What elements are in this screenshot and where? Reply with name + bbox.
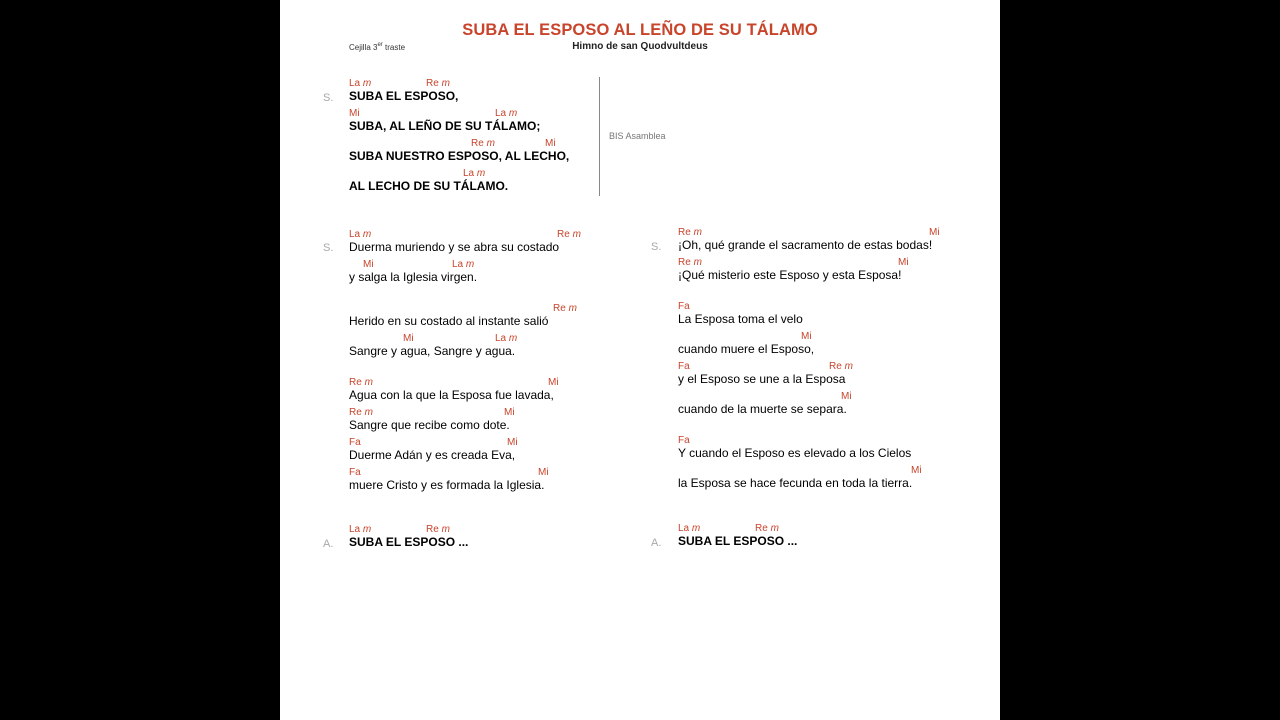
lyric-line: Herido en su costado al instante salió bbox=[349, 314, 549, 328]
chord-root: La bbox=[349, 78, 361, 89]
chord-root: Mi bbox=[929, 227, 940, 238]
chord-minor: m bbox=[486, 138, 495, 149]
chord-root: La bbox=[349, 229, 361, 240]
ending-left-marker: A. bbox=[323, 538, 334, 550]
chord-label bbox=[363, 259, 374, 270]
lyric-line: SUBA EL ESPOSO ... bbox=[349, 535, 469, 549]
chord-label bbox=[829, 361, 853, 372]
chord-minor: m bbox=[572, 229, 581, 240]
chord-label bbox=[678, 257, 702, 268]
chord-label bbox=[801, 331, 812, 342]
chord-minor: m bbox=[362, 78, 372, 89]
chord-label bbox=[557, 229, 581, 240]
chord-minor: m bbox=[362, 524, 372, 535]
chord-root: Mi bbox=[841, 391, 852, 402]
lyric-line: ¡Oh, qué grande el sacramento de estas bodas! bbox=[678, 238, 933, 252]
chord-label bbox=[911, 465, 922, 476]
lyric-line: ¡Qué misterio este Esposo y esta Esposa! bbox=[678, 268, 902, 282]
chord-root: Re bbox=[755, 523, 768, 534]
chord-label bbox=[755, 523, 779, 534]
chord-minor: m bbox=[364, 377, 373, 388]
chord-root: Mi bbox=[911, 465, 922, 476]
chord-root: La bbox=[349, 524, 361, 535]
chord-minor: m bbox=[508, 333, 518, 344]
chord-label bbox=[495, 108, 517, 119]
chord-label bbox=[898, 257, 909, 268]
chord-root: Mi bbox=[545, 138, 556, 149]
chord-label bbox=[538, 467, 549, 478]
chord-label bbox=[471, 138, 495, 149]
song-subtitle: Himno de san Quodvultdeus bbox=[572, 41, 708, 52]
lyric-line: y salga la Iglesia virgen. bbox=[349, 270, 478, 284]
chord-root: La bbox=[678, 523, 690, 534]
chord-root: Re bbox=[557, 229, 570, 240]
capo-prefix: Cejilla 3 bbox=[349, 43, 378, 52]
lyric-line: SUBA EL ESPOSO ... bbox=[678, 534, 798, 548]
chord-root: Re bbox=[678, 257, 691, 268]
chord-label bbox=[349, 407, 373, 418]
lyric-line: SUBA NUESTRO ESPOSO, AL LECHO, bbox=[349, 149, 570, 163]
chord-root: Fa bbox=[349, 467, 361, 478]
lyric-line: cuando muere el Esposo, bbox=[678, 342, 815, 356]
chord-label bbox=[553, 303, 577, 314]
chord-root: La bbox=[495, 108, 507, 119]
chord-label bbox=[452, 259, 474, 270]
capo-suffix: traste bbox=[382, 43, 406, 52]
chord-label bbox=[349, 229, 371, 240]
chord-label bbox=[548, 377, 559, 388]
chord-root: Mi bbox=[801, 331, 812, 342]
chord-minor: m bbox=[476, 168, 486, 179]
chord-root: Mi bbox=[507, 437, 518, 448]
chord-minor: m bbox=[441, 524, 450, 535]
chord-root: Mi bbox=[504, 407, 515, 418]
lyric-line: cuando de la muerte se separa. bbox=[678, 402, 847, 416]
chord-root: La bbox=[495, 333, 507, 344]
chord-label bbox=[507, 437, 518, 448]
song-sheet bbox=[280, 0, 1000, 720]
chord-root: Mi bbox=[548, 377, 559, 388]
lyric-line: AL LECHO DE SU TÁLAMO. bbox=[349, 179, 509, 193]
chord-label bbox=[841, 391, 852, 402]
chord-minor: m bbox=[568, 303, 577, 314]
lyric-line: muere Cristo y es formada la Iglesia. bbox=[349, 478, 545, 492]
capo-note bbox=[349, 42, 405, 52]
chord-minor: m bbox=[693, 227, 702, 238]
stanza-left-marker: S. bbox=[323, 242, 334, 254]
lyric-line: y el Esposo se une a la Esposa bbox=[678, 372, 846, 386]
chord-label bbox=[495, 333, 517, 344]
chord-root: La bbox=[463, 168, 475, 179]
chord-label bbox=[349, 524, 371, 535]
chord-label bbox=[678, 361, 690, 372]
chord-root: Mi bbox=[363, 259, 374, 270]
repeat-divider bbox=[599, 77, 600, 196]
chord-minor: m bbox=[362, 229, 372, 240]
chord-root: Re bbox=[471, 138, 484, 149]
chord-label bbox=[678, 435, 690, 446]
lyric-line: Duerme Adán y es creada Eva, bbox=[349, 448, 516, 462]
chord-label bbox=[929, 227, 940, 238]
refrain-marker: S. bbox=[323, 92, 334, 104]
chord-minor: m bbox=[844, 361, 853, 372]
chord-minor: m bbox=[441, 78, 450, 89]
chord-root: La bbox=[452, 259, 464, 270]
lyric-line: SUBA EL ESPOSO, bbox=[349, 89, 459, 103]
chord-minor: m bbox=[691, 523, 701, 534]
lyric-line: SUBA, AL LEÑO DE SU TÁLAMO; bbox=[349, 119, 541, 133]
repeat-note: BIS Asamblea bbox=[609, 131, 666, 141]
chord-root: Re bbox=[553, 303, 566, 314]
chord-label bbox=[349, 108, 360, 119]
chord-root: Fa bbox=[678, 301, 690, 312]
chord-label bbox=[349, 467, 361, 478]
chord-minor: m bbox=[508, 108, 518, 119]
chord-minor: m bbox=[693, 257, 702, 268]
chord-root: Mi bbox=[898, 257, 909, 268]
chord-minor: m bbox=[770, 523, 779, 534]
chord-label bbox=[426, 524, 450, 535]
chord-label bbox=[678, 227, 702, 238]
chord-minor: m bbox=[364, 407, 373, 418]
chord-label bbox=[678, 301, 690, 312]
chord-label bbox=[678, 523, 700, 534]
chord-label bbox=[349, 78, 371, 89]
lyric-line: Y cuando el Esposo es elevado a los Cielos bbox=[678, 446, 912, 460]
chord-label bbox=[426, 78, 450, 89]
lyric-line: Sangre que recibe como dote. bbox=[349, 418, 510, 432]
lyric-line: La Esposa toma el velo bbox=[678, 312, 803, 326]
chord-root: Mi bbox=[403, 333, 414, 344]
chord-root: Re bbox=[349, 377, 362, 388]
lyric-line: Agua con la que la Esposa fue lavada, bbox=[349, 388, 554, 402]
capo-ordinal: er bbox=[377, 42, 383, 48]
chord-label bbox=[403, 333, 414, 344]
lyric-line: Duerma muriendo y se abra su costado bbox=[349, 240, 560, 254]
chord-root: Re bbox=[829, 361, 842, 372]
chord-root: Re bbox=[678, 227, 691, 238]
chord-root: Re bbox=[426, 524, 439, 535]
chord-root: Mi bbox=[349, 108, 360, 119]
lyric-line: la Esposa se hace fecunda en toda la tierra. bbox=[678, 476, 913, 490]
chord-root: Re bbox=[426, 78, 439, 89]
lyric-line: Sangre y agua, Sangre y agua. bbox=[349, 344, 516, 358]
chord-root: Mi bbox=[538, 467, 549, 478]
chord-root: Fa bbox=[678, 361, 690, 372]
chord-root: Fa bbox=[349, 437, 361, 448]
chord-label bbox=[545, 138, 556, 149]
chord-root: Fa bbox=[678, 435, 690, 446]
chord-label bbox=[349, 437, 361, 448]
chord-minor: m bbox=[465, 259, 475, 270]
chord-root: Re bbox=[349, 407, 362, 418]
chord-label bbox=[349, 377, 373, 388]
ending-right-marker: A. bbox=[651, 537, 662, 549]
chord-label bbox=[504, 407, 515, 418]
chord-label bbox=[463, 168, 485, 179]
stanza-right-marker: S. bbox=[651, 241, 662, 253]
song-title: SUBA EL ESPOSO AL LEÑO DE SU TÁLAMO bbox=[462, 21, 818, 39]
